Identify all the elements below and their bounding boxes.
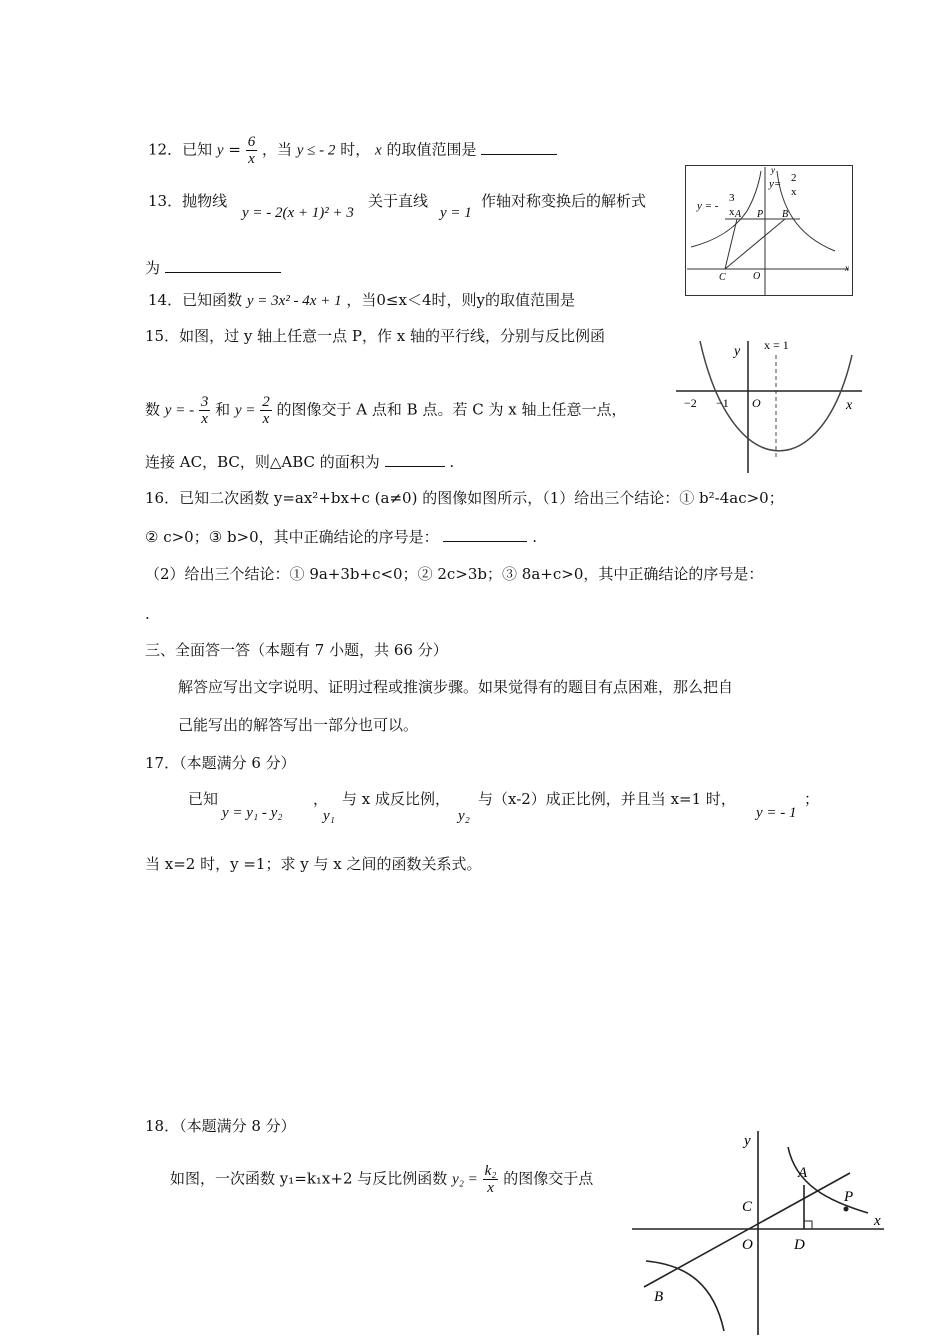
q13-formula: y = - 2(x + 1)² + 3 (242, 205, 354, 221)
q12-time: 时， (340, 140, 371, 159)
figure-q15 (685, 165, 855, 297)
q12-var: x (374, 142, 382, 159)
q17-semi: ； (804, 790, 820, 808)
q16-line2 (145, 525, 537, 548)
fig18-right-angle-mark (804, 1221, 812, 1229)
q15-f2-num: 2 (262, 394, 270, 410)
q13-cont-text: 为 (145, 259, 161, 277)
q17-pre: 已知 (188, 790, 219, 808)
q12-condition: y ≤ - 2 (296, 142, 336, 159)
q14-line (148, 289, 575, 312)
q17-comma: ， (313, 790, 329, 808)
q15-end: . (449, 453, 455, 471)
fig15-line-cb (725, 219, 785, 269)
q12-comma: ，当 (261, 140, 292, 159)
fig15-y-label: y (771, 165, 775, 175)
q17-t1: 与 x 成反比例， (342, 790, 450, 808)
section3-title: 三、全面答一答（本题有 7 小题，共 66 分） (145, 641, 448, 659)
q15-line2 (145, 394, 626, 427)
fig15-point-a: A (735, 209, 742, 220)
fig15-point-c: C (719, 272, 726, 283)
q12-y: y (216, 142, 224, 159)
q12-fraction (246, 134, 258, 167)
q15-f1-num: 3 (200, 394, 209, 410)
q13-line (148, 190, 227, 212)
fig15-right-num: 2 (791, 172, 797, 184)
fig16-x-label: x (846, 398, 853, 413)
q16-answer-blank-1[interactable] (443, 525, 527, 542)
fig16-axis-label: x = 1 (764, 338, 789, 352)
q15-and: 和 (215, 400, 231, 419)
q13-answer-blank[interactable] (165, 256, 281, 273)
fig18-point-p: P (844, 1189, 854, 1205)
q17-t2: 与（x-2）成正比例，并且当 x=1 时， (478, 790, 736, 808)
q18-title: 18．（本题满分 8 分） (145, 1117, 296, 1135)
q16-line4: . (145, 605, 150, 623)
q18-pre: 如图，一次函数 y₁=k₁x+2 与反比例函数 (170, 1169, 448, 1188)
q13-number: 13．抛物线 (148, 192, 228, 210)
q17-y1: y₁ (323, 808, 335, 824)
q17-title: 17．（本题满分 6 分） (145, 754, 296, 772)
q12-frac-num: 6 (247, 134, 256, 150)
section3-intro2: 己能写出的解答写出一部分也可以。 (178, 716, 419, 734)
fig16-tick-neg1: −1 (716, 396, 729, 410)
fig15-right-den: x (791, 186, 797, 198)
q14-formula: y = 3x² - 4x + 1 (246, 293, 342, 309)
fig15-label-right: y= (769, 178, 782, 190)
q15-rest: 的图像交于 A 点和 B 点。若 C 为 x 轴上任意一点， (276, 400, 627, 419)
fig18-origin: O (742, 1237, 753, 1253)
fig18-point-p-dot (844, 1207, 849, 1212)
q12-answer-blank[interactable] (481, 138, 557, 155)
q16-line1: 16．已知二次函数 y=ax²+bx+c (a≠0) 的图像如图所示，（1）给出三个结论：① b²-4ac>0； (145, 489, 784, 507)
fig16-origin: O (752, 396, 761, 410)
fig18-point-c: C (742, 1199, 753, 1215)
q18-fraction (483, 1163, 499, 1196)
fig15-left-num: 3 (729, 192, 735, 204)
fig16-tick-neg2: −2 (684, 396, 697, 410)
q15-line3 (145, 450, 454, 473)
q15-f2-den: x (262, 411, 270, 427)
q15-f1-lhs: y = - (164, 402, 195, 419)
q15-line3-text: 连接 AC，BC，则△ABC 的面积为 (145, 453, 380, 471)
q15-answer-blank[interactable] (385, 450, 445, 467)
q15-f1-fraction (199, 394, 211, 427)
q18-rest: 的图像交于点 (503, 1169, 594, 1188)
q17-line2: 当 x=2 时，y =1；求 y 与 x 之间的函数关系式。 (145, 855, 482, 873)
q13-mid: 关于直线 (368, 192, 429, 210)
figure-q16 (672, 335, 872, 475)
q12-number: 12．已知 (148, 140, 213, 159)
fig15-point-b: B (782, 209, 789, 220)
q15-f1-den: x (201, 411, 208, 427)
fig18-point-a: A (798, 1165, 808, 1181)
q16-line2-text: ② c>0；③ b>0，其中正确结论的序号是： (145, 528, 439, 546)
fig18-y-label: y (744, 1133, 751, 1149)
fig15-label-left: y = - (697, 200, 719, 212)
q16-line3: （2）给出三个结论：① 9a+3b+c<0；② 2c>3b；③ 8a+c>0，其中正确结论的序号是： (145, 565, 764, 583)
fig16-y-label: y (734, 344, 741, 359)
q18-frac-num: k₂ (484, 1163, 497, 1179)
fig18-line (644, 1173, 850, 1287)
fig15-line-ca (725, 219, 737, 269)
q15-f2-lhs: y = (234, 402, 256, 419)
q18-f-lhs: y₂ = (452, 1171, 478, 1188)
fig18-x-label: x (874, 1213, 881, 1229)
fig18-point-b: B (654, 1289, 664, 1305)
q18-line (170, 1163, 593, 1196)
q14-number: 14．已知函数 (148, 291, 243, 309)
fig15-origin: O (753, 271, 761, 282)
q12-line (148, 134, 557, 167)
q17-formula: y = y₁ - y₂ (222, 805, 283, 821)
q13-rest: 作轴对称变换后的解析式 (481, 192, 647, 210)
q12-eq: = (228, 140, 241, 159)
fig18-point-d: D (794, 1237, 805, 1253)
q12-rest: 的取值范围是 (386, 140, 477, 159)
fig15-point-p: P (757, 209, 764, 220)
q14-rest: ，当0≤x＜4时，则y的取值范围是 (346, 291, 575, 309)
q17-val1: y = - 1 (756, 805, 797, 821)
q18-frac-den: x (487, 1180, 494, 1196)
q17-y2: y₂ (458, 808, 470, 824)
fig15-x-label: x (845, 263, 849, 273)
fig15-left-den: x (729, 206, 735, 218)
q15-f2-fraction (260, 394, 272, 427)
q15-line1: 15．如图，过 y 轴上任意一点 P，作 x 轴的平行线，分别与反比例函 (145, 327, 605, 345)
q13-line-eq: y = 1 (440, 205, 472, 221)
figure-q18 (628, 1125, 890, 1337)
q12-frac-den: x (248, 151, 255, 167)
q15-pre: 数 (145, 400, 161, 419)
q16-line2-end: . (532, 528, 538, 546)
section3-intro1: 解答应写出文字说明、证明过程或推演步骤。如果觉得有的题目有点困难，那么把自 (178, 678, 734, 696)
q13-cont (145, 256, 281, 279)
